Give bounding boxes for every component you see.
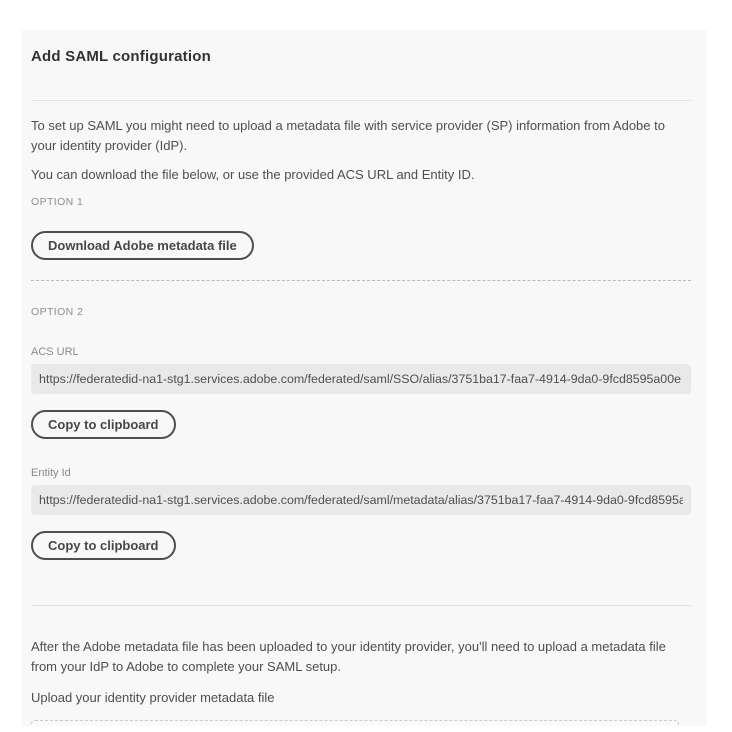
- entity-id-label: Entity Id: [31, 467, 71, 479]
- upload-metadata-label: Upload your identity provider metadata file: [31, 690, 275, 705]
- metadata-file-dropzone[interactable]: [31, 720, 679, 726]
- acs-url-field[interactable]: [31, 364, 691, 394]
- option-2-label: OPTION 2: [31, 306, 84, 318]
- option-1-label: OPTION 1: [31, 196, 84, 208]
- section-divider-bottom: [31, 605, 691, 606]
- saml-configuration-panel: [22, 30, 707, 726]
- intro-paragraph-1: To set up SAML you might need to upload a metadata file with service provider (SP) information from Adobe to your identity provider (IdP).: [31, 118, 665, 153]
- copy-entity-id-button[interactable]: Copy to clipboard: [31, 531, 176, 560]
- entity-id-field[interactable]: [31, 485, 691, 515]
- copy-acs-url-button[interactable]: Copy to clipboard: [31, 410, 176, 439]
- upload-instructions-paragraph: After the Adobe metadata file has been uploaded to your identity provider, you'll need to upload a metadata file from your IdP to Adobe to complete your SAML setup.: [31, 639, 666, 674]
- dashed-divider: [31, 280, 691, 281]
- intro-paragraph-2: You can download the file below, or use the provided ACS URL and Entity ID.: [31, 167, 475, 182]
- page-title: Add SAML configuration: [31, 48, 211, 65]
- download-adobe-metadata-button[interactable]: Download Adobe metadata file: [31, 231, 254, 260]
- section-divider-top: [31, 100, 691, 101]
- acs-url-label: ACS URL: [31, 346, 79, 358]
